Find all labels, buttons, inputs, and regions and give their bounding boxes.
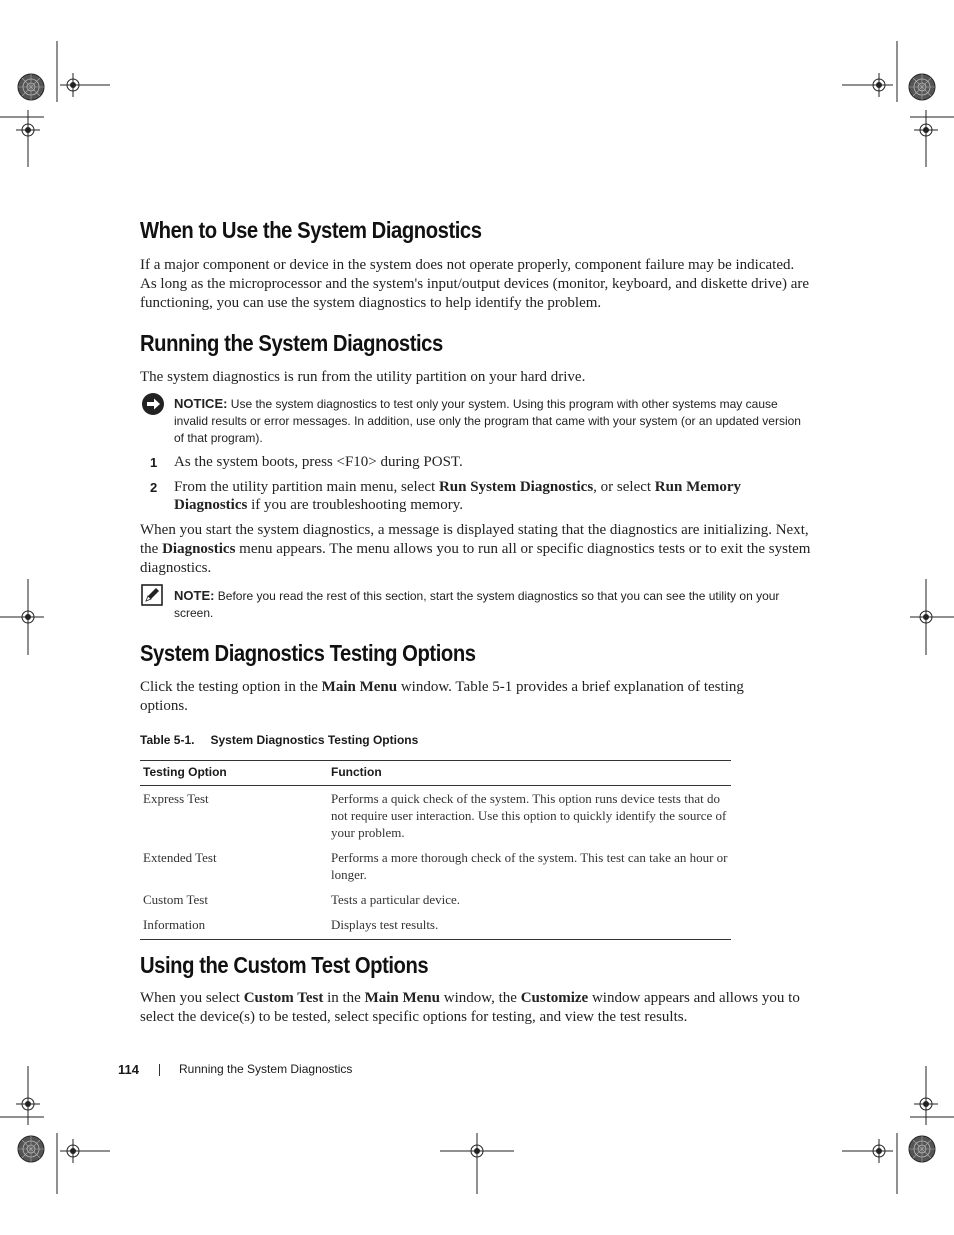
notice-label: NOTICE:	[174, 396, 228, 411]
table-cell-function: Performs a more thorough check of the system. This test can take an hour or longer.	[331, 850, 728, 882]
step-number-1: 1	[150, 455, 158, 470]
table-row	[140, 786, 731, 848]
paragraph-after-steps	[140, 521, 812, 578]
table-caption	[140, 733, 418, 747]
heading-running: Running the System Diagnostics	[140, 330, 443, 356]
table-row	[140, 889, 731, 914]
notice-text: Use the system diagnostics to test only your system. Using this program with other systems may cause invalid results or error messages. In addition, use only the program that came with your system (or an updated version of that program).	[174, 397, 801, 445]
footer-divider	[159, 1064, 160, 1076]
heading-when-to-use: When to Use the System Diagnostics	[140, 217, 482, 243]
paragraph-custom-test	[140, 989, 812, 1027]
paragraph-testing-options	[140, 678, 780, 716]
custom-bold-customize: Customize	[520, 990, 589, 1006]
step-text-2	[174, 478, 764, 514]
custom-bold-main-menu: Main Menu	[364, 990, 440, 1006]
step-2-run-memory-diagnostics: Run Memory Diagnostics	[174, 479, 742, 513]
step-number-2: 2	[150, 480, 158, 495]
table-header-function: Function	[328, 761, 731, 786]
after-text-b: menu appears. The menu allows you to run all or specific diagnostics tests or to exit the system diagnostics.	[140, 541, 811, 576]
custom-bold-custom-test: Custom Test	[243, 990, 324, 1006]
table-header-row	[140, 761, 731, 786]
note-block	[174, 587, 814, 622]
notice-icon	[141, 392, 165, 416]
paragraph-running-intro: The system diagnostics is run from the utility partition on your hard drive.	[140, 369, 586, 385]
note-text: Before you read the rest of this section, start the system diagnostics so that you can see the utility on your screen.	[174, 589, 780, 620]
note-label: NOTE:	[174, 588, 215, 603]
step-2-text-b: , or select	[593, 479, 655, 495]
page-number: 114	[118, 1062, 139, 1077]
testing-text-b: window. Table 5-1 provides a brief explanation of testing options.	[140, 679, 744, 714]
table-cell-function: Tests a particular device.	[331, 892, 461, 907]
table-header-testing-option: Testing Option	[140, 761, 328, 786]
custom-text-4: window appears and allows you to select the device(s) to be tested, select specific options for testing, and view the test results.	[140, 990, 800, 1025]
table-caption-number: Table 5-1.	[140, 733, 195, 747]
footer-running-title: Running the System Diagnostics	[179, 1062, 353, 1076]
table-caption-title: System Diagnostics Testing Options	[210, 733, 419, 747]
table-cell-option: Express Test	[143, 791, 209, 806]
custom-text-2: in the	[323, 990, 365, 1006]
table-cell-option: Extended Test	[143, 850, 217, 865]
heading-custom-test: Using the Custom Test Options	[140, 952, 429, 978]
table-cell-option: Custom Test	[143, 892, 208, 907]
after-text-a: When you start the system diagnostics, a message is displayed stating that the diagnostics are initializing. Next, the	[140, 522, 809, 557]
note-pencil-icon	[141, 584, 163, 606]
custom-text-1: When you select	[140, 990, 244, 1006]
testing-text-a: Click the testing option in the	[140, 679, 322, 695]
table-row	[140, 847, 731, 889]
testing-main-menu: Main Menu	[321, 679, 398, 695]
step-2-text-c: if you are troubleshooting memory.	[247, 497, 463, 513]
step-text-1: As the system boots, press <F10> during POST.	[174, 454, 463, 470]
step-2-run-system-diagnostics: Run System Diagnostics	[438, 479, 594, 495]
table-row	[140, 914, 731, 940]
table-cell-option: Information	[140, 914, 328, 940]
after-diagnostics: Diagnostics	[162, 541, 236, 557]
custom-text-3: window, the	[440, 990, 521, 1006]
testing-options-table	[140, 760, 731, 940]
paragraph-when-to-use: If a major component or device in the system does not operate properly, component failure may be indicated. As long as the microprocessor and the system's input/output devices (monitor, keyboard, and diskette drive) are functioning, you can use the system diagnostics to help identify the problem.	[140, 257, 810, 311]
notice-block	[174, 395, 814, 447]
table-cell-function: Performs a quick check of the system. This option runs device tests that do not require user interaction. Use this option to quickly identify the source of your problem.	[331, 791, 727, 840]
table-cell-function: Displays test results.	[328, 914, 731, 940]
step-2-text-a: From the utility partition main menu, select	[174, 479, 439, 495]
heading-testing-options: System Diagnostics Testing Options	[140, 640, 476, 666]
